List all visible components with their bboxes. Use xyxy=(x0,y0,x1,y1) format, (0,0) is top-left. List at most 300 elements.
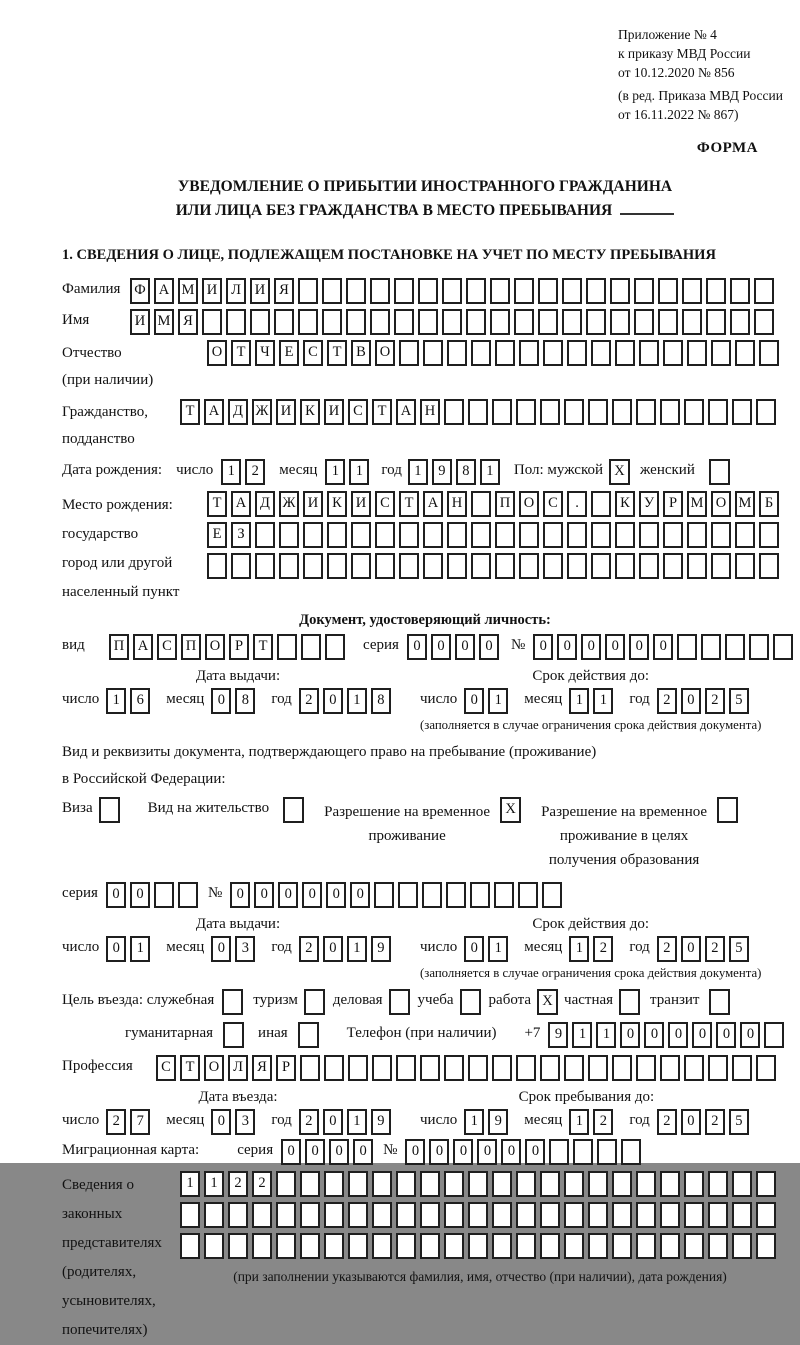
char-cell[interactable] xyxy=(468,1171,488,1197)
char-cell[interactable]: 9 xyxy=(548,1022,568,1048)
char-cell[interactable]: 1 xyxy=(180,1171,200,1197)
char-cell[interactable]: Т xyxy=(207,491,227,517)
char-cell[interactable]: 2 xyxy=(252,1171,272,1197)
char-cell[interactable] xyxy=(711,340,731,366)
char-cell[interactable] xyxy=(226,309,246,335)
char-cell[interactable] xyxy=(597,1139,617,1165)
char-cell[interactable] xyxy=(396,1171,416,1197)
purpose-other-checkbox[interactable] xyxy=(298,1022,319,1048)
char-cell[interactable] xyxy=(658,278,678,304)
char-cell[interactable] xyxy=(588,1171,608,1197)
char-cell[interactable]: И xyxy=(130,309,150,335)
char-cell[interactable] xyxy=(564,1202,584,1228)
char-cell[interactable] xyxy=(759,340,779,366)
char-cell[interactable]: М xyxy=(154,309,174,335)
char-cell[interactable] xyxy=(732,1055,752,1081)
char-cell[interactable] xyxy=(562,309,582,335)
char-cell[interactable] xyxy=(468,1055,488,1081)
char-cell[interactable] xyxy=(615,522,635,548)
char-cell[interactable]: М xyxy=(687,491,707,517)
char-cell[interactable] xyxy=(516,1202,536,1228)
char-cell[interactable] xyxy=(468,1202,488,1228)
char-cell[interactable] xyxy=(375,522,395,548)
char-cell[interactable] xyxy=(519,522,539,548)
char-cell[interactable] xyxy=(180,1202,200,1228)
char-cell[interactable]: 0 xyxy=(681,936,701,962)
char-cell[interactable] xyxy=(538,278,558,304)
char-cell[interactable] xyxy=(442,278,462,304)
char-cell[interactable] xyxy=(231,553,251,579)
char-cell[interactable]: 0 xyxy=(106,936,126,962)
char-cell[interactable]: 0 xyxy=(479,634,499,660)
char-cell[interactable]: И xyxy=(351,491,371,517)
char-cell[interactable] xyxy=(471,491,491,517)
char-cell[interactable]: 0 xyxy=(130,882,150,908)
char-cell[interactable] xyxy=(708,1171,728,1197)
char-cell[interactable]: 0 xyxy=(453,1139,473,1165)
char-cell[interactable]: М xyxy=(735,491,755,517)
char-cell[interactable] xyxy=(660,1055,680,1081)
char-cell[interactable] xyxy=(372,1171,392,1197)
char-cell[interactable]: 0 xyxy=(533,634,553,660)
char-cell[interactable] xyxy=(178,882,198,908)
char-cell[interactable]: 1 xyxy=(464,1109,484,1135)
char-cell[interactable] xyxy=(444,1171,464,1197)
char-cell[interactable]: И xyxy=(303,491,323,517)
char-cell[interactable] xyxy=(274,309,294,335)
char-cell[interactable]: 2 xyxy=(106,1109,126,1135)
char-cell[interactable]: 0 xyxy=(668,1022,688,1048)
char-cell[interactable] xyxy=(492,1202,512,1228)
char-cell[interactable]: 1 xyxy=(569,936,589,962)
char-cell[interactable] xyxy=(759,522,779,548)
char-cell[interactable] xyxy=(636,1055,656,1081)
char-cell[interactable]: Т xyxy=(180,399,200,425)
char-cell[interactable] xyxy=(660,399,680,425)
char-cell[interactable] xyxy=(754,278,774,304)
char-cell[interactable]: О xyxy=(711,491,731,517)
char-cell[interactable]: 1 xyxy=(347,1109,367,1135)
char-cell[interactable]: 5 xyxy=(729,1109,749,1135)
char-cell[interactable] xyxy=(351,522,371,548)
char-cell[interactable] xyxy=(588,1202,608,1228)
char-cell[interactable]: 1 xyxy=(130,936,150,962)
char-cell[interactable] xyxy=(346,278,366,304)
char-cell[interactable] xyxy=(276,1171,296,1197)
char-cell[interactable]: 0 xyxy=(305,1139,325,1165)
char-cell[interactable] xyxy=(422,882,442,908)
char-cell[interactable]: 0 xyxy=(681,688,701,714)
char-cell[interactable] xyxy=(492,399,512,425)
char-cell[interactable]: Т xyxy=(231,340,251,366)
char-cell[interactable]: 5 xyxy=(729,688,749,714)
char-cell[interactable] xyxy=(250,309,270,335)
char-cell[interactable] xyxy=(423,522,443,548)
char-cell[interactable] xyxy=(492,1055,512,1081)
char-cell[interactable] xyxy=(543,553,563,579)
char-cell[interactable]: 2 xyxy=(657,688,677,714)
char-cell[interactable] xyxy=(324,1171,344,1197)
char-cell[interactable] xyxy=(370,309,390,335)
char-cell[interactable] xyxy=(639,522,659,548)
char-cell[interactable]: О xyxy=(375,340,395,366)
temp-permit-checkbox[interactable]: X xyxy=(500,797,521,823)
char-cell[interactable] xyxy=(567,522,587,548)
char-cell[interactable]: 0 xyxy=(211,688,231,714)
char-cell[interactable] xyxy=(573,1139,593,1165)
char-cell[interactable]: 0 xyxy=(350,882,370,908)
char-cell[interactable]: С xyxy=(156,1055,176,1081)
char-cell[interactable] xyxy=(374,882,394,908)
char-cell[interactable] xyxy=(564,399,584,425)
char-cell[interactable] xyxy=(591,340,611,366)
char-cell[interactable] xyxy=(300,1233,320,1259)
char-cell[interactable] xyxy=(466,278,486,304)
char-cell[interactable] xyxy=(471,553,491,579)
char-cell[interactable]: Н xyxy=(420,399,440,425)
char-cell[interactable] xyxy=(735,522,755,548)
char-cell[interactable] xyxy=(567,340,587,366)
purpose-business-checkbox[interactable] xyxy=(389,989,410,1015)
char-cell[interactable]: 1 xyxy=(572,1022,592,1048)
char-cell[interactable]: 0 xyxy=(644,1022,664,1048)
char-cell[interactable] xyxy=(708,1202,728,1228)
purpose-work-checkbox[interactable]: X xyxy=(537,989,558,1015)
char-cell[interactable] xyxy=(324,1202,344,1228)
char-cell[interactable] xyxy=(591,553,611,579)
char-cell[interactable]: Т xyxy=(372,399,392,425)
char-cell[interactable] xyxy=(372,1233,392,1259)
char-cell[interactable]: У xyxy=(639,491,659,517)
char-cell[interactable] xyxy=(610,309,630,335)
char-cell[interactable] xyxy=(588,1233,608,1259)
char-cell[interactable] xyxy=(684,399,704,425)
char-cell[interactable]: С xyxy=(375,491,395,517)
char-cell[interactable]: 2 xyxy=(299,1109,319,1135)
char-cell[interactable] xyxy=(372,1202,392,1228)
char-cell[interactable]: П xyxy=(495,491,515,517)
char-cell[interactable]: 2 xyxy=(657,1109,677,1135)
char-cell[interactable]: 0 xyxy=(681,1109,701,1135)
char-cell[interactable]: О xyxy=(204,1055,224,1081)
char-cell[interactable] xyxy=(636,399,656,425)
char-cell[interactable]: 1 xyxy=(480,459,500,485)
char-cell[interactable] xyxy=(684,1171,704,1197)
char-cell[interactable] xyxy=(687,522,707,548)
char-cell[interactable] xyxy=(372,1055,392,1081)
char-cell[interactable]: 9 xyxy=(432,459,452,485)
char-cell[interactable] xyxy=(420,1171,440,1197)
char-cell[interactable] xyxy=(612,1233,632,1259)
char-cell[interactable]: 0 xyxy=(464,688,484,714)
sex-male-checkbox[interactable]: X xyxy=(609,459,630,485)
char-cell[interactable] xyxy=(447,553,467,579)
char-cell[interactable] xyxy=(444,1202,464,1228)
char-cell[interactable] xyxy=(658,309,678,335)
char-cell[interactable] xyxy=(324,1233,344,1259)
char-cell[interactable]: Я xyxy=(178,309,198,335)
char-cell[interactable]: С xyxy=(543,491,563,517)
char-cell[interactable] xyxy=(325,634,345,660)
char-cell[interactable] xyxy=(634,278,654,304)
purpose-study-checkbox[interactable] xyxy=(460,989,481,1015)
char-cell[interactable]: Т xyxy=(253,634,273,660)
char-cell[interactable] xyxy=(471,522,491,548)
char-cell[interactable]: 5 xyxy=(729,936,749,962)
char-cell[interactable] xyxy=(687,340,707,366)
char-cell[interactable] xyxy=(418,309,438,335)
char-cell[interactable] xyxy=(612,1171,632,1197)
char-cell[interactable]: 1 xyxy=(204,1171,224,1197)
char-cell[interactable] xyxy=(636,1202,656,1228)
char-cell[interactable] xyxy=(706,309,726,335)
char-cell[interactable] xyxy=(711,553,731,579)
char-cell[interactable] xyxy=(735,340,755,366)
purpose-humanitarian-checkbox[interactable] xyxy=(223,1022,244,1048)
char-cell[interactable]: А xyxy=(133,634,153,660)
char-cell[interactable]: А xyxy=(396,399,416,425)
char-cell[interactable] xyxy=(420,1233,440,1259)
char-cell[interactable]: 0 xyxy=(692,1022,712,1048)
char-cell[interactable] xyxy=(495,340,515,366)
char-cell[interactable] xyxy=(394,278,414,304)
char-cell[interactable] xyxy=(586,309,606,335)
char-cell[interactable]: А xyxy=(231,491,251,517)
char-cell[interactable] xyxy=(754,309,774,335)
char-cell[interactable]: 0 xyxy=(254,882,274,908)
char-cell[interactable] xyxy=(398,882,418,908)
char-cell[interactable] xyxy=(730,278,750,304)
char-cell[interactable] xyxy=(444,1233,464,1259)
char-cell[interactable]: Е xyxy=(279,340,299,366)
char-cell[interactable]: 0 xyxy=(605,634,625,660)
char-cell[interactable] xyxy=(749,634,769,660)
char-cell[interactable] xyxy=(562,278,582,304)
char-cell[interactable] xyxy=(540,1171,560,1197)
char-cell[interactable] xyxy=(303,553,323,579)
char-cell[interactable]: Т xyxy=(327,340,347,366)
char-cell[interactable] xyxy=(660,1202,680,1228)
char-cell[interactable] xyxy=(756,1171,776,1197)
char-cell[interactable] xyxy=(370,278,390,304)
char-cell[interactable] xyxy=(756,399,776,425)
char-cell[interactable] xyxy=(423,553,443,579)
char-cell[interactable] xyxy=(396,1055,416,1081)
char-cell[interactable] xyxy=(301,634,321,660)
char-cell[interactable]: 1 xyxy=(347,936,367,962)
char-cell[interactable]: И xyxy=(202,278,222,304)
char-cell[interactable] xyxy=(540,1202,560,1228)
char-cell[interactable]: 0 xyxy=(326,882,346,908)
char-cell[interactable] xyxy=(447,522,467,548)
char-cell[interactable] xyxy=(684,1202,704,1228)
char-cell[interactable] xyxy=(279,522,299,548)
char-cell[interactable]: 0 xyxy=(557,634,577,660)
char-cell[interactable] xyxy=(279,553,299,579)
char-cell[interactable] xyxy=(660,1233,680,1259)
char-cell[interactable]: О xyxy=(207,340,227,366)
purpose-tourism-checkbox[interactable] xyxy=(304,989,325,1015)
char-cell[interactable] xyxy=(773,634,793,660)
char-cell[interactable]: 0 xyxy=(405,1139,425,1165)
char-cell[interactable] xyxy=(276,1202,296,1228)
char-cell[interactable] xyxy=(348,1233,368,1259)
visa-checkbox[interactable] xyxy=(99,797,120,823)
char-cell[interactable]: О xyxy=(205,634,225,660)
char-cell[interactable]: И xyxy=(250,278,270,304)
char-cell[interactable] xyxy=(418,278,438,304)
char-cell[interactable] xyxy=(202,309,222,335)
char-cell[interactable]: 3 xyxy=(235,936,255,962)
char-cell[interactable] xyxy=(447,340,467,366)
char-cell[interactable] xyxy=(567,553,587,579)
char-cell[interactable] xyxy=(322,278,342,304)
char-cell[interactable]: 0 xyxy=(653,634,673,660)
purpose-official-checkbox[interactable] xyxy=(222,989,243,1015)
char-cell[interactable] xyxy=(300,1171,320,1197)
char-cell[interactable]: 2 xyxy=(705,688,725,714)
char-cell[interactable]: И xyxy=(276,399,296,425)
char-cell[interactable] xyxy=(621,1139,641,1165)
char-cell[interactable]: Р xyxy=(276,1055,296,1081)
char-cell[interactable] xyxy=(444,399,464,425)
char-cell[interactable] xyxy=(615,340,635,366)
char-cell[interactable]: 0 xyxy=(477,1139,497,1165)
char-cell[interactable] xyxy=(612,1055,632,1081)
char-cell[interactable] xyxy=(298,278,318,304)
char-cell[interactable]: 6 xyxy=(130,688,150,714)
char-cell[interactable] xyxy=(327,522,347,548)
char-cell[interactable]: П xyxy=(109,634,129,660)
char-cell[interactable] xyxy=(677,634,697,660)
char-cell[interactable]: Л xyxy=(226,278,246,304)
char-cell[interactable]: Д xyxy=(255,491,275,517)
char-cell[interactable]: 1 xyxy=(106,688,126,714)
char-cell[interactable] xyxy=(684,1233,704,1259)
char-cell[interactable]: 2 xyxy=(299,936,319,962)
char-cell[interactable] xyxy=(516,1233,536,1259)
char-cell[interactable]: 3 xyxy=(235,1109,255,1135)
char-cell[interactable] xyxy=(519,553,539,579)
char-cell[interactable]: А xyxy=(154,278,174,304)
char-cell[interactable] xyxy=(277,634,297,660)
char-cell[interactable]: 2 xyxy=(705,1109,725,1135)
char-cell[interactable] xyxy=(490,309,510,335)
char-cell[interactable] xyxy=(396,1233,416,1259)
char-cell[interactable]: Т xyxy=(399,491,419,517)
char-cell[interactable]: П xyxy=(181,634,201,660)
char-cell[interactable]: И xyxy=(324,399,344,425)
char-cell[interactable]: 1 xyxy=(488,936,508,962)
char-cell[interactable]: Р xyxy=(663,491,683,517)
char-cell[interactable]: 2 xyxy=(228,1171,248,1197)
char-cell[interactable] xyxy=(519,340,539,366)
char-cell[interactable] xyxy=(468,1233,488,1259)
char-cell[interactable] xyxy=(564,1233,584,1259)
char-cell[interactable] xyxy=(708,1055,728,1081)
edu-permit-checkbox[interactable] xyxy=(717,797,738,823)
char-cell[interactable]: 0 xyxy=(106,882,126,908)
char-cell[interactable]: 2 xyxy=(299,688,319,714)
char-cell[interactable]: К xyxy=(615,491,635,517)
char-cell[interactable]: 0 xyxy=(323,936,343,962)
char-cell[interactable] xyxy=(732,1233,752,1259)
char-cell[interactable] xyxy=(446,882,466,908)
char-cell[interactable] xyxy=(420,1202,440,1228)
char-cell[interactable]: 9 xyxy=(488,1109,508,1135)
char-cell[interactable]: 0 xyxy=(302,882,322,908)
char-cell[interactable]: А xyxy=(204,399,224,425)
char-cell[interactable]: 0 xyxy=(740,1022,760,1048)
char-cell[interactable] xyxy=(549,1139,569,1165)
char-cell[interactable]: 0 xyxy=(329,1139,349,1165)
char-cell[interactable]: Т xyxy=(180,1055,200,1081)
char-cell[interactable]: 2 xyxy=(657,936,677,962)
char-cell[interactable] xyxy=(516,399,536,425)
char-cell[interactable]: С xyxy=(303,340,323,366)
char-cell[interactable]: 0 xyxy=(278,882,298,908)
char-cell[interactable] xyxy=(636,1233,656,1259)
char-cell[interactable]: Я xyxy=(274,278,294,304)
char-cell[interactable]: 0 xyxy=(455,634,475,660)
char-cell[interactable] xyxy=(492,1233,512,1259)
char-cell[interactable] xyxy=(708,399,728,425)
char-cell[interactable] xyxy=(687,553,707,579)
char-cell[interactable] xyxy=(732,399,752,425)
char-cell[interactable] xyxy=(228,1202,248,1228)
char-cell[interactable]: С xyxy=(348,399,368,425)
char-cell[interactable]: 0 xyxy=(629,634,649,660)
char-cell[interactable]: 0 xyxy=(581,634,601,660)
char-cell[interactable] xyxy=(300,1202,320,1228)
char-cell[interactable]: 0 xyxy=(323,1109,343,1135)
char-cell[interactable]: 0 xyxy=(407,634,427,660)
char-cell[interactable]: 1 xyxy=(596,1022,616,1048)
char-cell[interactable]: Н xyxy=(447,491,467,517)
char-cell[interactable]: 0 xyxy=(429,1139,449,1165)
char-cell[interactable] xyxy=(348,1171,368,1197)
char-cell[interactable] xyxy=(540,1055,560,1081)
char-cell[interactable] xyxy=(420,1055,440,1081)
char-cell[interactable] xyxy=(444,1055,464,1081)
char-cell[interactable] xyxy=(543,522,563,548)
char-cell[interactable] xyxy=(252,1202,272,1228)
char-cell[interactable] xyxy=(518,882,538,908)
char-cell[interactable]: Р xyxy=(229,634,249,660)
char-cell[interactable] xyxy=(612,1202,632,1228)
char-cell[interactable] xyxy=(399,522,419,548)
char-cell[interactable] xyxy=(255,522,275,548)
char-cell[interactable]: 0 xyxy=(464,936,484,962)
char-cell[interactable]: 0 xyxy=(620,1022,640,1048)
char-cell[interactable] xyxy=(725,634,745,660)
char-cell[interactable] xyxy=(516,1171,536,1197)
char-cell[interactable] xyxy=(708,1233,728,1259)
char-cell[interactable]: 1 xyxy=(488,688,508,714)
char-cell[interactable] xyxy=(327,553,347,579)
char-cell[interactable]: О xyxy=(519,491,539,517)
char-cell[interactable] xyxy=(615,553,635,579)
char-cell[interactable] xyxy=(204,1202,224,1228)
sex-female-checkbox[interactable] xyxy=(709,459,730,485)
char-cell[interactable] xyxy=(154,882,174,908)
char-cell[interactable] xyxy=(682,309,702,335)
char-cell[interactable]: 9 xyxy=(371,936,391,962)
char-cell[interactable]: 0 xyxy=(716,1022,736,1048)
char-cell[interactable]: Б xyxy=(759,491,779,517)
char-cell[interactable]: 7 xyxy=(130,1109,150,1135)
char-cell[interactable] xyxy=(684,1055,704,1081)
